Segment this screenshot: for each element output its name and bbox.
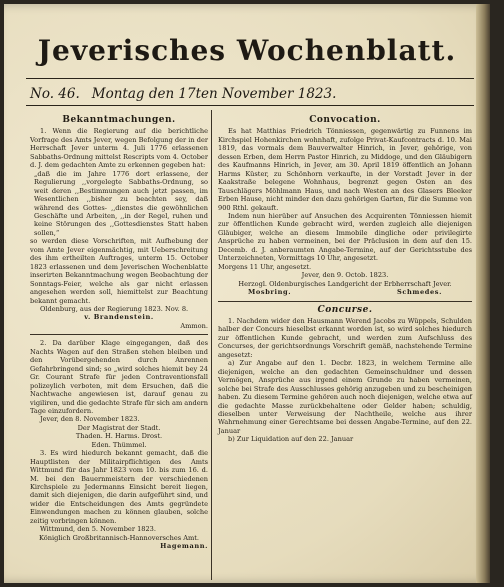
left-column [30,116,208,551]
signature-place: Oldenburg, aus der Regierung 1823. Nov. 8. [40,304,189,313]
signature-place: Wittmund, den 5. November 1823. [40,525,156,534]
separator [30,334,208,335]
signature-org: Der Magistrat der Stadt. [77,423,161,432]
signature-name: v. Brandenstein. [84,313,154,322]
separator [218,301,472,302]
signature-names: Eden. Thümmel. [91,440,147,449]
paragraph: 3. Es wird hiedurch bekannt gemacht, daß die Hauptlisten der Militairpflichtigen des Amts Wittmund für das Jahr 1823 vom 10. bis zum 16. d. M. bei den Bauernmeistern der verschiedenen Kirchspiele zu Jedermanns Einsicht bereit liegen, damit sich diejenigen, die darin aufgeführt sind, und wider die Entscheidungen des Amts gegründete Einwendungen machen zu können glauben, solche zeitig vorbringen können. [30,449,208,525]
paragraph: 1. Nachdem wider den Hausmann Werend Jacobs zu Wüppels, Schulden halber der Concurs hieselbst erkannt worden ist, so wird solches hiedurch zur öffentlichen Kunde gebracht, und werden zum Aufschluss des Concurses, der gerichtsordnungs Vorschrift gemäß, nachstehende Termine angesetzt: [218,316,472,359]
right-column [218,116,472,444]
signature-place: Jever, den 9. Octob. 1823. [301,271,389,280]
signature-name: Schmedes. [397,288,442,297]
signature-name: Mosbring. [248,288,292,297]
masthead-rule-bottom [26,105,474,106]
paragraph: 2. Da darüber Klage eingegangen, daß des Nachts Wagen auf den Straßen stehen bleiben und den Vorübergehenden durch Anrennen Gefahrbringend sind; so „wird solches hiemit bey 24 Gr. Courant Strafe für jeden Contraventionsfall polizeylich verboten, mit dem Ersuchen, daß die Nachtwache angewiesen ist, darauf genau zu vigiliren, und die gedachte Strafe für sich am andern Tage einzufordern. [30,339,209,415]
paragraph: Morgens 11 Uhr, angesetzt. [218,262,312,271]
paragraph: b) Zur Liquidation auf den 22. Januar [228,435,354,444]
signature-names: Thaden. H. Harms. Drost. [75,432,163,441]
paragraph: 1. Wenn die Regierung auf die berichtliche Vorfrage des Amts Jever, wegen Befolgung der in der Herrschaft Jever unterm 4. Juli 1776 erlassenen Sabbaths-Ordnung mittelst Rescripts vom 4. October d. J. dem gedachten Amte zu erkennen gegeben hat: [30,127,208,170]
signature-names [218,288,472,296]
signature-org: Königlich Großbritannisch-Hannoversches Amt. [39,533,199,542]
issue-number: No. 46. [30,86,80,102]
issue-date: Montag den 17ten November 1823. [91,86,337,102]
masthead-rule-top [26,78,474,79]
paragraph: a) Zur Angabe auf den 1. Decbr. 1823, in welchem Termine alle diejenigen, welche an den gedachten Gemeinschuldner und dessen Vermögen, Ansprüche aus irgend einem Grunde zu haben vermeinen, solche bei Strafe des Ausschlusses gehörig anzugeben und zu bescheinigen haben. Zu diesem Termine gehören auch noch diejenigen, welche etwa auf die gedachte Masse zurückbehaltene oder Gelder haben; schuldig, dieselben unter Verweisung der Nachtheile, welche aus ihrer Wahrnehmung einer Gerechtsame bei dessen Angabe-Termine, auf den 22. Januar [218,359,472,435]
dateline [30,86,470,102]
signature-org: Herzogl. Oldenburgisches Landgericht der Erbherrschaft Jever. [238,279,452,288]
section-heading-convocation: Convocation. [309,115,381,125]
section-heading-announcements: Bekanntmachungen. [62,115,176,125]
signature-name: Hagemann. [160,542,208,551]
paragraph: Indem nun hierüber auf Ansuchen des Acquirenten Tönniessen hiemit zur öffentlichen Kunde gebracht wird, werden zugleich alle diejenigen Gläubiger, welche an diesem Immobile dingliche oder privilegirte Ansprüche zu haben vermeinen, bei der Präclusion in dem auf den 15. Decemb. d. J. anberaumten Angabe-Termine, auf der Gerichtsstube des Unterzeichneten, Vormittags 10 Uhr, angesetzt. [218,211,472,263]
paragraph: so werden diese Vorschriften, mit Aufhebung der vom Amte Jever eigenmächtig, mit Ueberschreitung des ihm ertheilten Auftrages, unterm 15. October 1823 erlassenen und dem Jeverischen Wochenblatte inserirten Bekanntmachung wegen Beobachtung der Sonntags-Feier, welche als gar nicht erlassen angesehen werden soll, hiemittelst zur Beachtung bekannt gemacht. [30,237,208,305]
paragraph-quote: „daß die im Jahre 1776 dort erlassene, der Regulierung ,,vorgelegte Sabbaths-Ordnung, so weit deren ,,Bestimmungen auch jetzt passen, im Wesentlichen ,,bisher zu beachten sey, daß während des Gottes- ,,dienstes die gewöhnlichen Geschäfte und Arbeiten, ,,in der Regel, ruhen und keine Störungen des ,,Gottesdienstes Statt haben sollen,“ [34,169,208,237]
masthead-title: Jeverisches Wochenblatt. [37,34,457,67]
section-heading-concurse: Concurse. [317,304,373,315]
paragraph: Es hat Matthias Friedrich Tönniessen, gegenwärtig zu Funnens im Kirchspiel Hohenkirchen wohnhaft, zufolge Privat-Kaufcontracts d. 10. Mai 1819, das vormals dem Bauverwalter Hinrich, in Jever, gehörige, von dessen Erben, dem Herrn Pastor Hinrich, zu Middoge, und den Gläubigern des Kaufmanns Hinrich, in Jever, am 30. April 1819 öffentlich an Johann Harms Küster, zu Schönhorn verkaufte, in der Vorstadt Jever in der Kaakstraße belegene Wohnhaus, begrenzt gegen Osten an des Tauschlägers Möhlmann Haus, und nach Westen an des Glasers Bleeker Erben Hause, nicht minder den dazu gehörigen Garten, für die Summe von 900 Rthl. gekauft. [218,127,472,212]
column-divider [211,110,212,580]
page-edge [476,4,490,583]
signature-role: Ammon. [180,321,208,330]
signature-place: Jever, den 8. November 1823. [40,415,140,424]
newspaper-page [4,4,490,583]
